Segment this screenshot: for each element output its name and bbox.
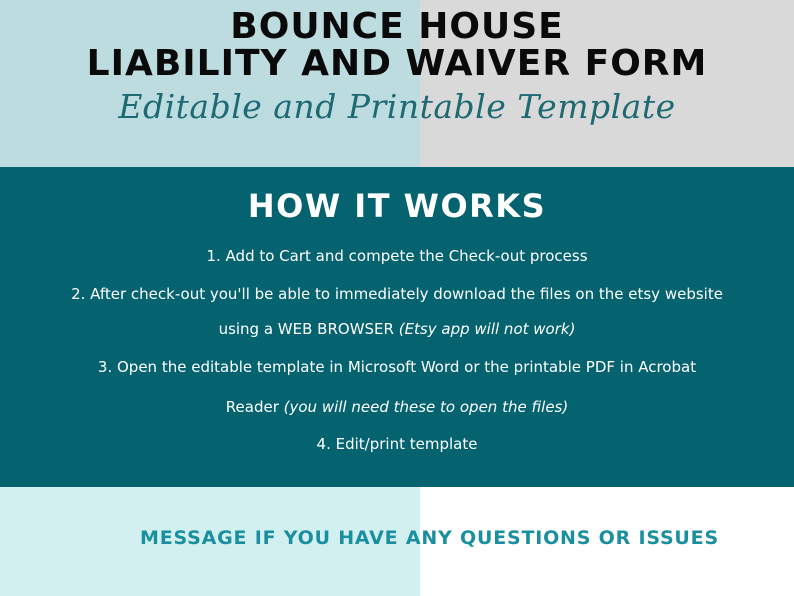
step-3-note: (you will need these to open the files) [283, 398, 569, 416]
step-1: 1. Add to Cart and compete the Check-out process [206, 247, 588, 265]
step-3-cont-text: Reader [225, 398, 284, 416]
how-it-works-heading: HOW IT WORKS [247, 187, 547, 225]
step-2-cont-text: using a WEB BROWSER [218, 320, 399, 338]
contact-message: MESSAGE IF YOU HAVE ANY QUESTIONS OR ISSUES [140, 527, 719, 549]
step-3: 3. Open the editable template in Microsoft Word or the printable PDF in Acrobat [97, 358, 697, 376]
step-4: 4. Edit/print template [316, 435, 478, 453]
title-line-2: LIABILITY AND WAIVER FORM [86, 43, 708, 84]
step-3-continued [0, 397, 794, 417]
step-2-note: (Etsy app will not work) [398, 320, 576, 338]
subtitle: Editable and Printable Template [118, 87, 676, 126]
step-2-continued [0, 319, 794, 339]
title-line-1: BOUNCE HOUSE [230, 6, 564, 47]
step-2: 2. After check-out you'll be able to immediately download the files on the etsy website [71, 285, 723, 303]
